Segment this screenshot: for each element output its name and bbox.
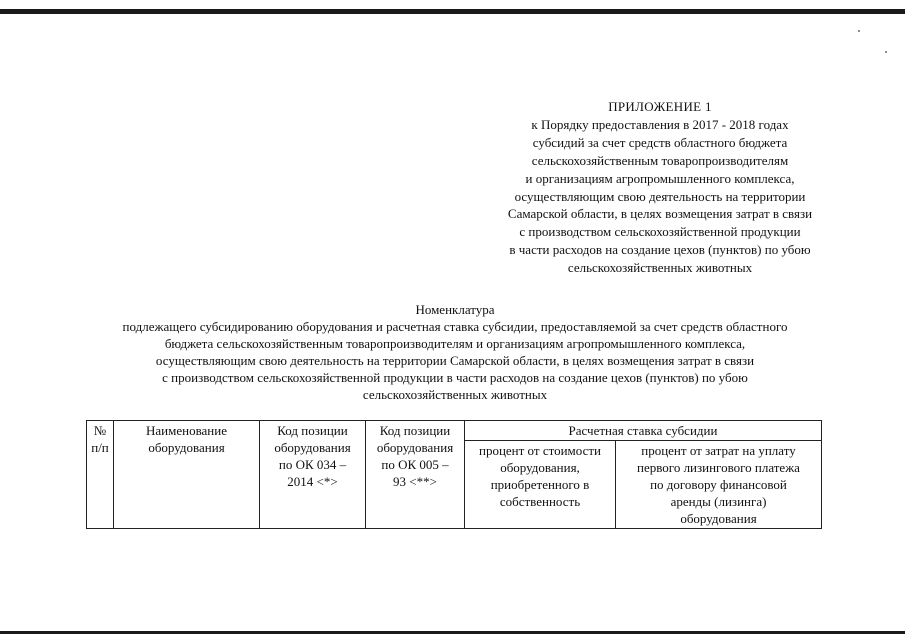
- header-cell-ok034-code: [260, 421, 366, 529]
- header-text: оборудования: [376, 440, 454, 455]
- appendix-line: Самарской области, в целях возмещения затрат в связи: [507, 206, 813, 222]
- header-text: по договору финансовой: [650, 477, 787, 492]
- nomenclature-line: подлежащего субсидированию оборудования и расчетная ставка субсидии, предоставляемой за счет средств областного: [122, 318, 788, 334]
- header-text: №: [93, 423, 107, 438]
- header-text: процент от стоимости: [478, 443, 602, 458]
- nomenclature-block: [30, 302, 880, 403]
- header-text: Наименование: [146, 423, 227, 438]
- appendix-line: к Порядку предоставления в 2017 - 2018 годах: [531, 116, 789, 132]
- scan-speck: [885, 51, 887, 53]
- header-text: оборудования,: [500, 460, 580, 475]
- header-text: Код позиции: [379, 423, 451, 438]
- top-scan-border: [0, 9, 905, 14]
- header-text: по ОК 005 –: [381, 457, 449, 472]
- header-text: п/п: [91, 440, 109, 455]
- nomenclature-line: бюджета сельскохозяйственным товаропроизводителям и организациям агропромышленного комплекса,: [164, 335, 746, 351]
- appendix-heading: ПРИЛОЖЕНИЕ 1: [608, 99, 712, 114]
- header-text: оборудования: [274, 440, 351, 455]
- header-text: приобретенного в: [490, 477, 590, 492]
- appendix-line: и организациям агропромышленного комплекса,: [525, 170, 795, 186]
- header-text: 93 <**>: [393, 474, 437, 489]
- appendix-line: сельскохозяйственных животных: [567, 260, 753, 276]
- appendix-line: сельскохозяйственным товаропроизводителям: [531, 152, 789, 168]
- subsidy-table: [86, 420, 822, 529]
- header-cell-number: [87, 421, 114, 529]
- appendix-line: с производством сельскохозяйственной продукции: [519, 224, 801, 240]
- header-text: первого лизингового платежа: [637, 460, 800, 475]
- scan-speck: [858, 30, 860, 32]
- nomenclature-line: осуществляющим свою деятельность на территории Самарской области, в целях возмещения затрат в связи: [155, 352, 755, 368]
- header-text: Код позиции: [277, 423, 348, 438]
- appendix-line: в части расходов на создание цехов (пунктов) по убою: [509, 242, 811, 258]
- bottom-scan-border: [0, 631, 905, 634]
- header-text: оборудования: [680, 511, 757, 526]
- header-text: аренды (лизинга): [670, 494, 767, 509]
- header-text: собственность: [499, 494, 581, 509]
- header-text: 2014 <*>: [287, 474, 338, 489]
- appendix-line: субсидий за счет средств областного бюджета: [532, 134, 788, 150]
- header-cell-ok005-code: [366, 421, 465, 529]
- header-cell-percent-cost: [465, 441, 616, 529]
- appendix-line: осуществляющим свою деятельность на территории: [514, 188, 806, 204]
- header-cell-subsidy-rate: Расчетная ставка субсидии: [465, 421, 822, 441]
- header-text: по ОК 034 –: [278, 457, 347, 472]
- appendix-header: [480, 98, 840, 277]
- header-text: процент от затрат на уплату: [641, 443, 796, 458]
- nomenclature-line: с производством сельскохозяйственной продукции в части расходов на создание цехов (пунктов) по убою: [162, 369, 748, 385]
- header-text: оборудования: [148, 440, 225, 455]
- header-cell-equipment-name: [114, 421, 260, 529]
- nomenclature-line: сельскохозяйственных животных: [362, 386, 548, 402]
- nomenclature-title: Номенклатура: [415, 302, 495, 317]
- header-cell-percent-leasing: [616, 441, 822, 529]
